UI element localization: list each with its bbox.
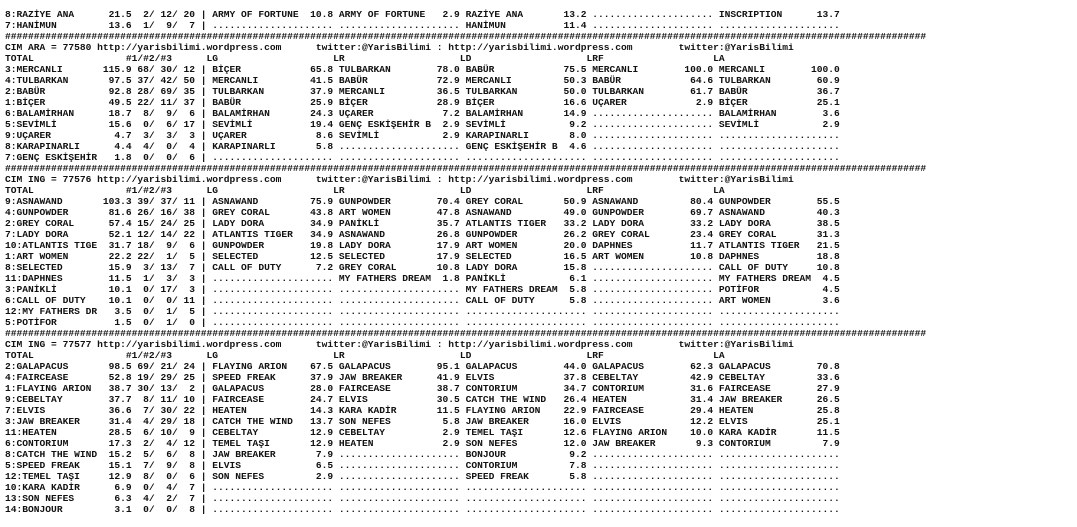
cim-ara-section <box>5 31 926 163</box>
stat-line: 11:DAPHNES 11.5 1/ 3/ 3 | ..................... MY FATHERS DREAM 1.8 PANİKLİ 6.1 ..................... MY FATHERS DREAM 4.5 <box>5 273 840 284</box>
race-header: CIM ARA = 77580 http://yarisbilimi.wordpress.com twitter:@YarisBilimi : http://yarisbilimi.wordpress.com twitter:@YarisBilimi <box>5 42 794 53</box>
race-stats-document <box>5 9 926 526</box>
stat-line: 8:CATCH THE WIND 15.2 5/ 6/ 8 | JAW BREAKER 7.9 ..................... BONJOUR 9.2 ..................... ..................... <box>5 449 840 460</box>
separator-line: ################################################################################################################################################################ <box>5 328 927 339</box>
column-headers: TOTAL #1/#2/#3 LG LR LD LRF LA <box>5 350 725 361</box>
stat-line: 9:UÇARER 4.7 3/ 3/ 3 | UÇARER 8.6 SEVİMLİ 2.9 KARAPINARLI 8.0 ..................... ..................... <box>5 130 840 141</box>
top-section <box>5 9 926 31</box>
race-header: CIM ING = 77577 http://yarisbilimi.wordpress.com twitter:@YarisBilimi : http://yarisbilimi.wordpress.com twitter:@YarisBilimi <box>5 339 794 350</box>
stat-line: 8:RAZİYE ANA 21.5 2/ 12/ 20 | ARMY OF FORTUNE 10.8 ARMY OF FORTUNE 2.9 RAZİYE ANA 13.2 ..................... INSCRIPTION 13.7 <box>5 9 840 20</box>
cim-ing-section-2 <box>5 328 926 526</box>
stat-line: 9:CEBELTAY 37.7 8/ 11/ 10 | FAIRCEASE 24.7 ELVIS 30.5 CATCH THE WIND 26.4 HEATEN 31.4 JAW BREAKER 26.5 <box>5 394 840 405</box>
stat-line: 5:SEVİMLİ 15.6 0/ 6/ 17 | SEVİMLİ 19.4 GENÇ ESKİŞEHİR B 2.9 SEVİMLİ 9.2 ..................... SEVİMLİ 2.9 <box>5 119 840 130</box>
stat-line: 14:BONJOUR 3.1 0/ 0/ 8 | ..................... ..................... ..................... ..................... ..................... <box>5 504 840 515</box>
stat-line: 4:FAIRCEASE 52.8 19/ 29/ 25 | SPEED FREAK 37.9 JAW BREAKER 41.9 ELVIS 37.8 CEBELTAY 42.9 CEBELTAY 33.6 <box>5 372 840 383</box>
stat-line: 4:TULBARKAN 97.5 37/ 42/ 50 | MERCANLI 41.5 BABÜR 72.9 MERCANLI 50.3 BABÜR 64.6 TULBARKAN 60.9 <box>5 75 840 86</box>
stat-line: 3:MERCANLI 115.9 68/ 30/ 12 | BİÇER 65.8 TULBARKAN 78.0 BABÜR 75.5 MERCANLI 100.0 MERCANLI 100.0 <box>5 64 840 75</box>
column-headers: TOTAL #1/#2/#3 LG LR LD LRF LA <box>5 185 725 196</box>
stat-line: 7:ELVIS 36.6 7/ 30/ 22 | HEATEN 14.3 KARA KADİR 11.5 FLAYING ARION 22.9 FAIRCEASE 29.4 HEATEN 25.8 <box>5 405 840 416</box>
stat-line: 2:GREY CORAL 57.4 15/ 24/ 25 | LADY DORA 34.9 PANİKLİ 35.7 ATLANTIS TIGER 33.2 LADY DORA 33.2 LADY DORA 38.5 <box>5 218 840 229</box>
stat-line: 10:KARA KADİR 6.9 0/ 4/ 7 | ..................... ..................... ..................... ..................... ..................... <box>5 482 840 493</box>
stat-line: 7:HANİMUN 13.6 1/ 9/ 7 | ..................... ..................... HANİMUN 11.4 ..................... ..................... <box>5 20 840 31</box>
stat-line: 1:BİÇER 49.5 22/ 11/ 37 | BABÜR 25.9 BİÇER 28.9 BİÇER 16.6 UÇARER 2.9 BİÇER 25.1 <box>5 97 840 108</box>
stat-line: 13:SON NEFES 6.3 4/ 2/ 7 | ..................... ..................... ..................... ..................... ..................... <box>5 493 840 504</box>
stat-line: 12:MY FATHERS DR 3.5 0/ 1/ 5 | ..................... ..................... ..................... ..................... ..................... <box>5 306 840 317</box>
stat-line <box>5 515 926 526</box>
stat-line: 7:GENÇ ESKİŞEHİR 1.8 0/ 0/ 6 | ..................... ..................... ..................... ..................... ..................... <box>5 152 840 163</box>
stat-line: 3:PANİKLİ 10.1 0/ 17/ 3 | ..................... ..................... MY FATHERS DREAM 5.8 ..................... POTİFOR 4.5 <box>5 284 840 295</box>
stat-line: 2:GALAPACUS 98.5 69/ 21/ 24 | FLAYING ARION 67.5 GALAPACUS 95.1 GALAPACUS 44.0 GALAPACUS 62.3 GALAPACUS 70.8 <box>5 361 840 372</box>
cim-ing-section-1 <box>5 163 926 328</box>
stat-line: 1:FLAYING ARION 38.7 30/ 13/ 2 | GALAPACUS 28.0 FAIRCEASE 38.7 CONTORIUM 34.7 CONTORIUM 31.6 FAIRCEASE 27.9 <box>5 383 840 394</box>
stat-line: 5:POTİFOR 1.5 0/ 1/ 0 | ..................... ..................... ..................... ..................... ..................... <box>5 317 840 328</box>
stat-line: 6:CALL OF DUTY 10.1 0/ 0/ 11 | ..................... ..................... CALL OF DUTY 5.8 ..................... ART WOMEN 3.6 <box>5 295 840 306</box>
stat-line: 3:JAW BREAKER 31.4 4/ 29/ 18 | CATCH THE WIND 13.7 SON NEFES 5.8 JAW BREAKER 16.0 ELVIS 12.2 ELVIS 25.1 <box>5 416 840 427</box>
stat-line: 6:CONTORIUM 17.3 2/ 4/ 12 | TEMEL TAŞI 12.9 HEATEN 2.9 SON NEFES 12.0 JAW BREAKER 9.3 CONTORIUM 7.9 <box>5 438 840 449</box>
stat-line: 12:TEMEL TAŞI 12.9 8/ 0/ 6 | SON NEFES 2.9 ..................... SPEED FREAK 5.8 ..................... ..................... <box>5 471 840 482</box>
stat-line: 10:ATLANTIS TIGE 31.7 18/ 9/ 6 | GUNPOWDER 19.8 LADY DORA 17.9 ART WOMEN 20.0 DAPHNES 11.7 ATLANTIS TIGER 21.5 <box>5 240 840 251</box>
stat-line: 6:BALAMİRHAN 18.7 8/ 9/ 6 | BALAMİRHAN 24.3 UÇARER 7.2 BALAMİRHAN 14.9 ..................... BALAMİRHAN 3.6 <box>5 108 840 119</box>
race-header: CIM ING = 77576 http://yarisbilimi.wordpress.com twitter:@YarisBilimi : http://yarisbilimi.wordpress.com twitter:@YarisBilimi <box>5 174 794 185</box>
stat-line: 11:HEATEN 28.5 6/ 10/ 9 | CEBELTAY 12.9 CEBELTAY 2.9 TEMEL TAŞI 12.6 FLAYING ARION 10.0 KARA KADİR 11.5 <box>5 427 840 438</box>
stat-line: 5:SPEED FREAK 15.1 7/ 9/ 8 | ELVIS 6.5 ..................... CONTORIUM 7.8 ..................... ..................... <box>5 460 840 471</box>
column-headers: TOTAL #1/#2/#3 LG LR LD LRF LA <box>5 53 725 64</box>
stat-line: 9:ASNAWAND 103.3 39/ 37/ 11 | ASNAWAND 75.9 GUNPOWDER 70.4 GREY CORAL 50.9 ASNAWAND 80.4 GUNPOWDER 55.5 <box>5 196 840 207</box>
stat-line: 1:ART WOMEN 22.2 22/ 1/ 5 | SELECTED 12.5 SELECTED 17.9 SELECTED 16.5 ART WOMEN 10.8 DAPHNES 18.8 <box>5 251 840 262</box>
stat-line: 4:GUNPOWDER 81.6 26/ 16/ 38 | GREY CORAL 43.8 ART WOMEN 47.8 ASNAWAND 49.0 GUNPOWDER 69.7 ASNAWAND 40.3 <box>5 207 840 218</box>
stat-line: 2:BABÜR 92.8 28/ 69/ 35 | TULBARKAN 37.9 MERCANLI 36.5 TULBARKAN 50.0 TULBARKAN 61.7 BABÜR 36.7 <box>5 86 840 97</box>
stat-line: 7:LADY DORA 52.1 12/ 14/ 22 | ATLANTIS TIGER 34.9 ASNAWAND 26.8 GUNPOWDER 26.2 GREY CORAL 23.4 GREY CORAL 31.3 <box>5 229 840 240</box>
separator-line: ################################################################################################################################################################ <box>5 31 927 42</box>
stat-line: 8:KARAPINARLI 4.4 4/ 0/ 4 | KARAPINARLI 5.8 ..................... GENÇ ESKİŞEHİR B 4.6 ..................... ..................... <box>5 141 840 152</box>
stat-line: 8:SELECTED 15.9 3/ 13/ 7 | CALL OF DUTY 7.2 GREY CORAL 10.8 LADY DORA 15.8 ..................... CALL OF DUTY 10.8 <box>5 262 840 273</box>
separator-line: ################################################################################################################################################################ <box>5 163 927 174</box>
